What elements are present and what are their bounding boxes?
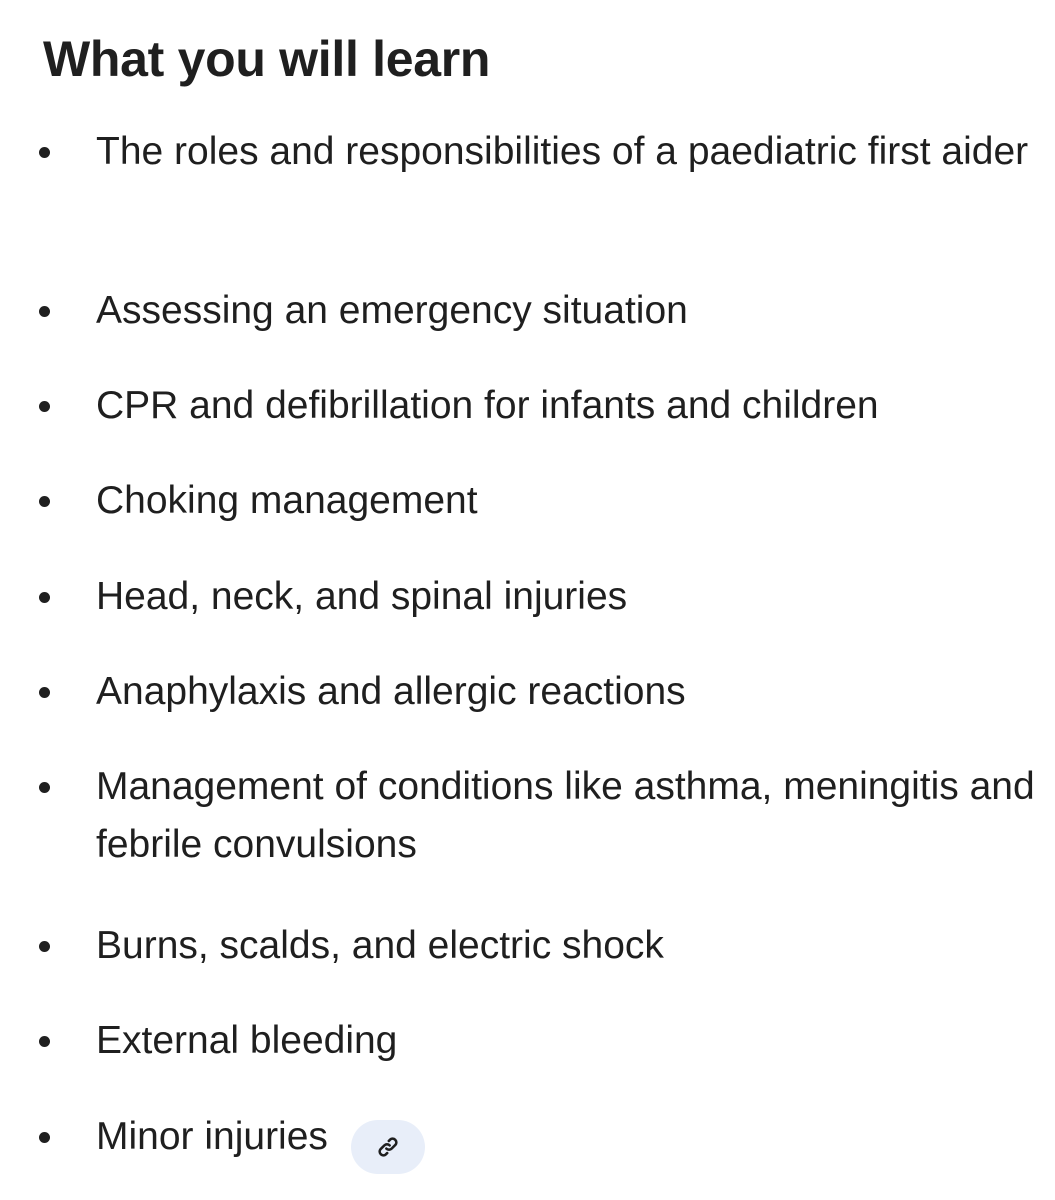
list-item bbox=[96, 1108, 1055, 1174]
list-item-text: Burns, scalds, and electric shock bbox=[96, 924, 664, 967]
bullet bbox=[39, 306, 50, 317]
list-item bbox=[96, 123, 1055, 181]
list-item-text: Assessing an emergency situation bbox=[96, 289, 688, 332]
list-item-text: Head, neck, and spinal injuries bbox=[96, 575, 628, 618]
bullet bbox=[39, 496, 50, 507]
list-item bbox=[96, 1012, 1055, 1070]
list-item bbox=[96, 663, 1055, 721]
bullet bbox=[39, 1132, 50, 1143]
list-item-text: The roles and responsibilities of a paediatric first aider bbox=[96, 130, 1029, 173]
list-item bbox=[96, 472, 1055, 530]
list-item bbox=[96, 758, 1055, 874]
list-item-text: Management of conditions like asthma, meningitis and febrile convulsions bbox=[96, 765, 1035, 866]
list-item-text: Choking management bbox=[96, 479, 478, 522]
list-item bbox=[96, 377, 1055, 435]
bullet bbox=[39, 592, 50, 603]
bullet bbox=[39, 147, 50, 158]
bullet bbox=[39, 1036, 50, 1047]
list-item-text: CPR and defibrillation for infants and children bbox=[96, 384, 879, 427]
bullet bbox=[39, 401, 50, 412]
list-item bbox=[96, 917, 1055, 975]
list-item-text: Anaphylaxis and allergic reactions bbox=[96, 670, 686, 713]
list-item bbox=[96, 282, 1055, 340]
section-title: What you will learn bbox=[43, 31, 491, 87]
list-item-text: Minor injuries bbox=[96, 1115, 328, 1158]
list-item bbox=[96, 568, 1055, 626]
bullet bbox=[39, 687, 50, 698]
link-icon bbox=[374, 1133, 402, 1161]
bullet bbox=[39, 782, 50, 793]
source-link-chip[interactable] bbox=[351, 1120, 425, 1174]
list-item-text: External bleeding bbox=[96, 1019, 398, 1062]
bullet bbox=[39, 941, 50, 952]
